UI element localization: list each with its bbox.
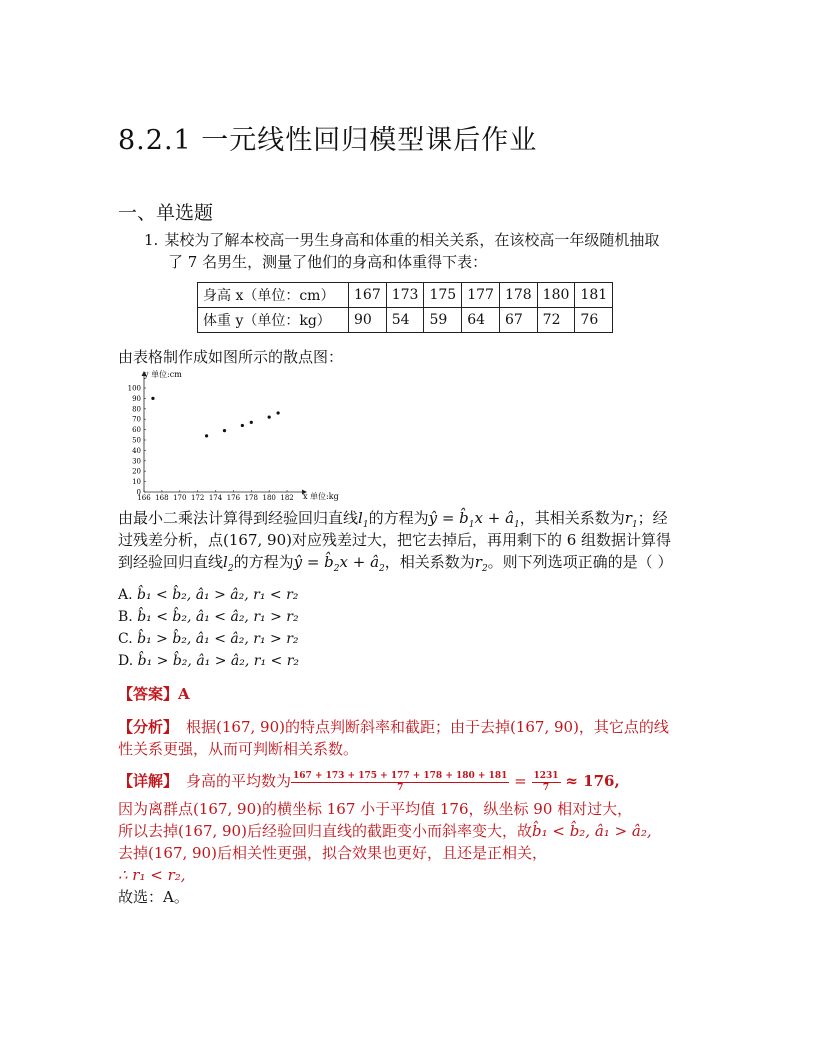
x-tick-label: 168 <box>155 494 169 502</box>
x-tick-label: 170 <box>173 494 187 502</box>
question-line-2: 了 7 名男生，测量了他们的身高和体重得下表： <box>168 253 488 271</box>
x-tick-label: 180 <box>262 494 276 502</box>
option-label: A. <box>118 587 133 603</box>
section-heading: 一、单选题 <box>118 202 214 224</box>
analysis-line-1 <box>118 716 718 738</box>
option-text: b̂₁ > b̂₂, â₁ > â₂, r₁ < r₂ <box>137 653 300 669</box>
option-label: B. <box>118 609 133 625</box>
table-row <box>198 283 613 308</box>
option-label: D. <box>118 653 134 669</box>
page-title: 8.2.1 一元线性回归模型课后作业 <box>118 125 538 156</box>
table-cell: 54 <box>386 308 424 333</box>
table-cell: 59 <box>424 308 462 333</box>
data-table <box>197 282 613 333</box>
question-1 <box>144 229 724 273</box>
text-segment: 的方程为 <box>368 509 429 527</box>
text-segment: 由最小二乘法计算得到经验回归直线 <box>118 509 359 527</box>
text-segment: ，其相关系数为 <box>519 509 625 527</box>
analysis-text: 根据(167, 90)的特点判断斜率和截距；由于去掉(167, 90)，其它点的线 <box>186 718 669 736</box>
mean-fraction <box>291 771 509 794</box>
math-eq-2: ŷ = $b̂_2x$ + $â_2$ <box>293 553 385 574</box>
scatter-point <box>223 429 226 432</box>
detail-line-3 <box>118 820 718 842</box>
fraction-denominator: 7 <box>397 782 404 793</box>
option-text: b̂₁ < b̂₂, â₁ < â₂, r₁ > r₂ <box>137 609 299 625</box>
x-tick-label: 166 <box>137 494 151 502</box>
option-b <box>118 606 299 628</box>
scatter-point <box>250 421 253 424</box>
x-tick-label: 178 <box>244 494 258 502</box>
scatter-point <box>277 411 280 414</box>
detail-label: 【详解】 <box>118 772 179 790</box>
x-tick-label: 172 <box>190 494 205 502</box>
scatter-point <box>241 424 244 427</box>
option-d <box>118 650 299 672</box>
answer-value: A <box>178 685 190 703</box>
math-r1: $r_1$ <box>624 509 638 530</box>
detail-line-4: 去掉(167, 90)后相关性更强，拟合效果也更好，且还是正相关， <box>118 844 547 862</box>
table-cell: 167 <box>349 283 387 308</box>
table-cell: 67 <box>499 308 537 333</box>
detail-line-1: 【详解】 身高的平均数为 $\frac{167 + 173 + 175 + 177 + 178 + 180 + 181}{7}$ = $\frac{1231}{7}$ ≈ 176, <box>118 770 620 793</box>
paragraph-line-3 <box>118 551 718 580</box>
scatter-intro: 由表格制作成如图所示的散点图： <box>118 348 344 366</box>
table-cell: 64 <box>462 308 500 333</box>
fraction-numerator: 1231 <box>533 770 559 781</box>
analysis-label: 【分析】 <box>118 718 179 736</box>
math-r2: $r_2$ <box>474 553 488 574</box>
text-segment: 的方程为 <box>233 553 294 571</box>
data-points <box>151 397 279 438</box>
option-a <box>118 584 298 606</box>
result-fraction <box>532 771 561 794</box>
table-cell: 181 <box>575 283 613 308</box>
answer <box>118 683 718 705</box>
chart-axes <box>142 371 308 495</box>
fraction-numerator: 167 + 173 + 175 + 177 + 178 + 180 + 181 <box>293 770 508 781</box>
option-label: C. <box>118 631 133 647</box>
scatter-point <box>268 416 271 419</box>
table-cell: 178 <box>499 283 537 308</box>
text-segment: ，相关系数为 <box>384 553 475 571</box>
x-tick-label: 174 <box>208 494 223 502</box>
x-tick-label: 182 <box>280 494 294 502</box>
y-tick-label: 0 <box>136 488 141 497</box>
scatter-plot <box>118 366 348 506</box>
y-tick-label: 40 <box>132 446 141 455</box>
question-line-1: 某校为了解本校高一男生身高和体重的相关关系，在该校高一年级随机抽取 <box>164 231 660 249</box>
option-c <box>118 628 299 650</box>
y-axis-label: y 单位:cm <box>144 370 182 379</box>
table-cell: 76 <box>575 308 613 333</box>
option-text: b̂₁ < b̂₂, â₁ > â₂, r₁ < r₂ <box>137 587 299 603</box>
math-l2: $l_2$ <box>223 553 234 574</box>
fraction-denominator: 7 <box>542 782 550 793</box>
paragraph-line-2: 过残差分析，点(167, 90)对应残差过大，把它去掉后，再用剩下的 6 组数据计算得 <box>118 531 672 549</box>
detail-line-2: 因为离群点(167, 90)的横坐标 167 小于平均值 176，纵坐标 90 相对过大， <box>118 800 633 818</box>
math-inequality: b̂₁ < b̂₂, â₁ > â₂, <box>531 822 652 840</box>
text-segment: 。则下列选项正确的是（ ） <box>487 553 673 571</box>
table-cell: 90 <box>349 308 387 333</box>
y-tick-label: 100 <box>127 384 141 393</box>
y-tick-label: 20 <box>132 467 141 476</box>
table-cell: 175 <box>424 283 462 308</box>
y-tick-label: 50 <box>132 436 141 445</box>
y-tick-labels <box>128 385 146 497</box>
detail-intro: 身高的平均数为 <box>186 772 292 790</box>
table-cell: 173 <box>386 283 424 308</box>
x-tick-label: 176 <box>226 494 241 502</box>
text-segment: ；经 <box>637 509 668 527</box>
detail-line-5: ∴ r₁ < r₂, <box>118 866 186 884</box>
y-tick-label: 90 <box>132 394 141 403</box>
scatter-point <box>205 434 208 437</box>
detail-line-6: 故选：A。 <box>118 888 189 906</box>
scatter-point <box>151 397 154 400</box>
y-tick-label: 60 <box>132 426 141 435</box>
y-tick-label: 70 <box>132 415 141 424</box>
row-header: 体重 y（单位：kg） <box>198 308 349 333</box>
table-cell: 180 <box>537 283 575 308</box>
answer-label: 【答案】 <box>118 685 179 703</box>
table-cell: 72 <box>537 308 575 333</box>
option-text: b̂₁ > b̂₂, â₁ < â₂, r₁ > r₂ <box>137 631 299 647</box>
analysis-line-2: 性关系更强，从而可判断相关系数。 <box>118 740 359 758</box>
question-number: 1. <box>144 231 159 249</box>
text-segment: 所以去掉(167, 90)后经验回归直线的截距变小而斜率变大，故 <box>118 822 532 840</box>
math-eq-1: ŷ = $b̂_1x$ + $â_1$ <box>428 509 520 530</box>
y-tick-label: 30 <box>132 457 141 466</box>
table-cell: 177 <box>462 283 500 308</box>
row-header: 身高 x（单位：cm） <box>198 283 349 308</box>
table-row <box>198 308 613 333</box>
x-axis-label: x 单位:kg <box>303 492 339 501</box>
y-tick-label: 10 <box>132 478 141 487</box>
approx-value: ≈ 176, <box>565 772 620 790</box>
math-l1: $l_1$ <box>358 509 369 530</box>
y-tick-label: 80 <box>132 405 141 414</box>
text-segment: 到经验回归直线 <box>118 553 224 571</box>
